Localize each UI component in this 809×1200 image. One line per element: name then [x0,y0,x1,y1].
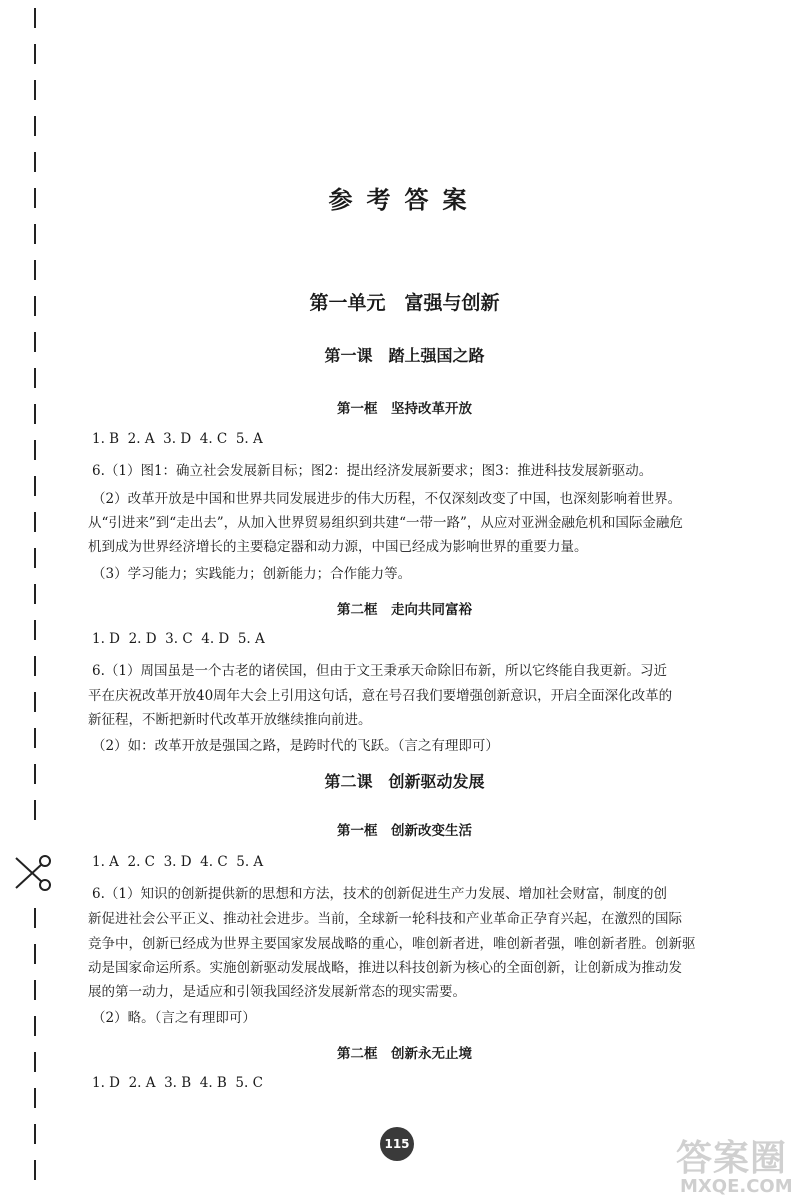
cut-line-dash [34,1124,36,1144]
cut-line-dash [34,116,36,136]
cut-line-dash [34,8,36,28]
cut-line-dash [34,656,36,676]
cut-line-dash [34,980,36,1000]
cut-line-dash [34,620,36,640]
cut-line-dash [34,548,36,568]
cut-line-dash [34,260,36,280]
answer-line: 6.（1）周国虽是一个古老的诸侯国，但由于文王秉承天命除旧布新，所以它终能自我更新。习近 [92,663,667,679]
cut-line-dash [34,512,36,532]
cut-line-dash [34,728,36,748]
page-number: 115 [380,1127,414,1161]
answer-line: 1. D 2. D 3. C 4. D 5. A [92,631,265,647]
cut-line-dash [34,44,36,64]
answer-line: 新征程，不断把新时代改革开放继续推向前进。 [88,712,372,728]
cut-line-dash [34,1016,36,1036]
answer-line: 1. A 2. C 3. D 4. C 5. A [92,854,264,870]
cut-line-dash [34,440,36,460]
page-title: 参考答案 [328,185,481,214]
cut-line-dash [34,692,36,712]
answer-line: 机到成为世界经济增长的主要稳定器和动力源，中国已经成为影响世界的重要力量。 [88,539,588,555]
answer-line: （2）改革开放是中国和世界共同发展进步的伟大历程，不仅深刻改变了中国，也深刻影响着世界。 [92,491,682,507]
cut-line-dash [34,224,36,244]
lesson-title: 第二课 创新驱动发展 [324,772,485,791]
answer-line: 展的第一动力，是适应和引领我国经济发展新常态的现实需要。 [88,984,466,1000]
watermark-logo: 答案圈 [676,1138,788,1179]
answer-line: 从“引进来”到“走出去”，从加入世界贸易组织到共建“一带一路”，从应对亚洲金融危机和国际金融危 [88,515,683,531]
scissors-icon [12,852,54,894]
answer-line: 新促进社会公平正义、推动社会进步。当前，全球新一轮科技和产业革命正孕育兴起，在激烈的国际 [88,911,682,927]
frame-title: 第二框 创新永无止境 [337,1046,472,1062]
answer-line: 竞争中，创新已经成为世界主要国家发展战略的重心，唯创新者进，唯创新者强，唯创新者胜。创新驱 [88,936,696,952]
cut-line-dash [34,800,36,820]
answer-line: 1. D 2. A 3. B 4. B 5. C [92,1075,263,1091]
answer-line: 6.（1）知识的创新提供新的思想和方法，技术的创新促进生产力发展、增加社会财富，制度的创 [92,886,667,902]
frame-title: 第二框 走向共同富裕 [337,602,472,618]
answer-line: （2）如：改革开放是强国之路，是跨时代的飞跃。（言之有理即可） [92,738,499,754]
answer-line: 6.（1）图1：确立社会发展新目标；图2：提出经济发展新要求；图3：推进科技发展新驱动。 [92,463,653,479]
cut-line-dash [34,152,36,172]
cut-line-dash [34,944,36,964]
lesson-title: 第一课 踏上强国之路 [324,346,485,365]
answer-line: 1. B 2. A 3. D 4. C 5. A [92,431,263,447]
watermark-url: MXQE.COM [680,1176,793,1197]
cut-line-dash [34,476,36,496]
cut-line-dash [34,1088,36,1108]
answer-line: 平在庆祝改革开放40周年大会上引用这句话，意在号召我们要增强创新意识，开启全面深化改革的 [88,688,673,704]
cut-line-dash [34,1160,36,1180]
answer-line: （2）略。（言之有理即可） [92,1010,256,1026]
cut-line-dash [34,80,36,100]
cut-line-dash [34,908,36,928]
frame-title: 第一框 坚持改革开放 [337,401,472,417]
frame-title: 第一框 创新改变生活 [337,823,472,839]
answer-line: （3）学习能力；实践能力；创新能力；合作能力等。 [92,566,412,582]
cut-line-dash [34,368,36,388]
unit-title: 第一单元 富强与创新 [309,292,500,314]
answer-line: 动是国家命运所系。实施创新驱动发展战略，推进以科技创新为核心的全面创新，让创新成为推动发 [88,960,682,976]
